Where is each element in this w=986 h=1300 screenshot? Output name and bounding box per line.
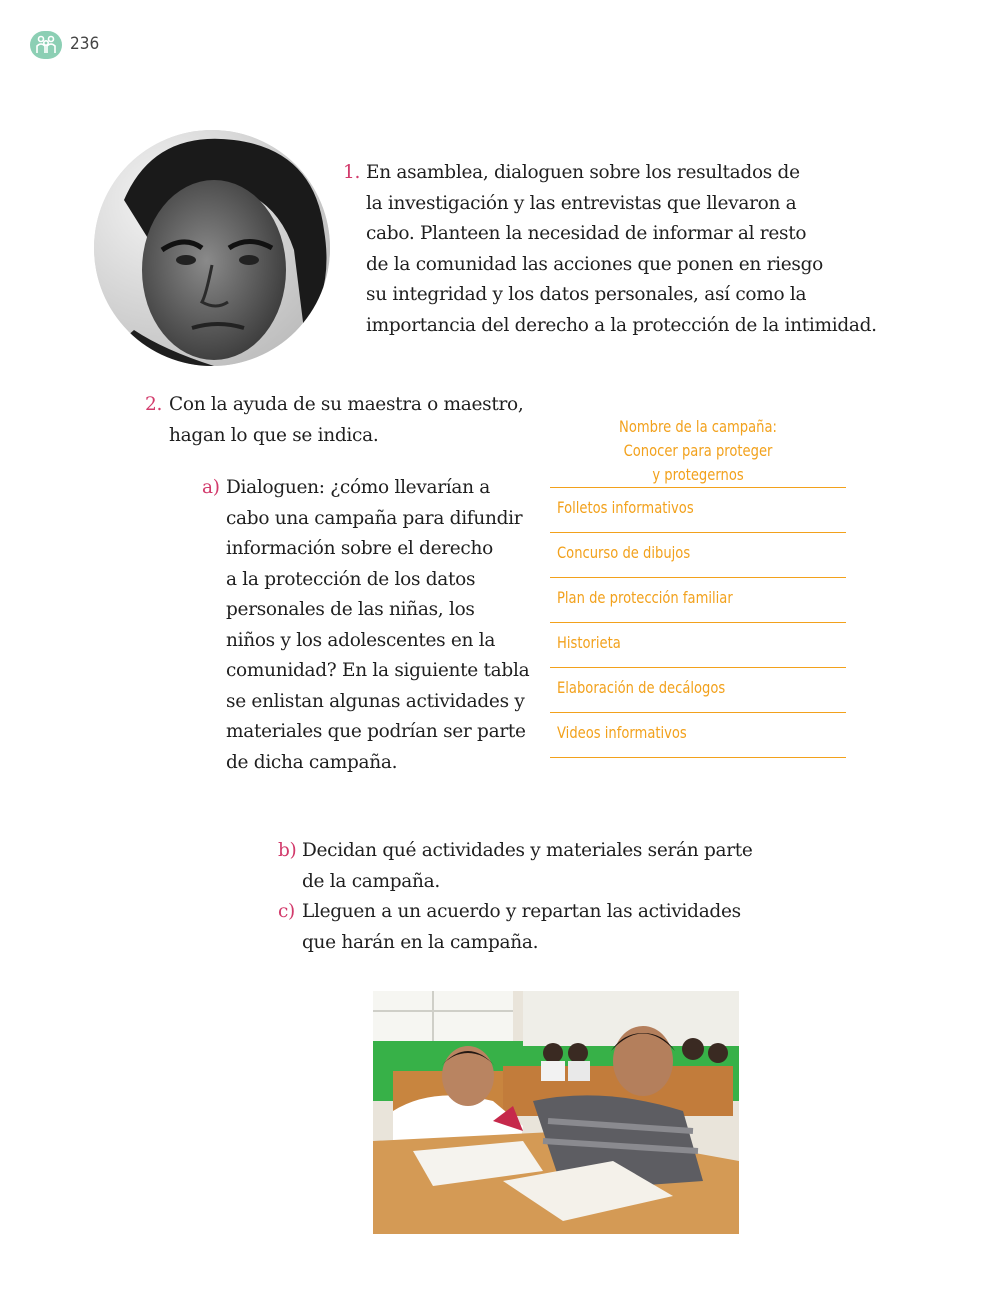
- campaign-title-line: Conocer para proteger: [623, 441, 773, 460]
- classroom-photo: [373, 991, 739, 1234]
- child-portrait-photo: [94, 130, 330, 366]
- item-number: 1.: [343, 162, 361, 183]
- campaign-activities-table: [550, 487, 846, 758]
- text-line: Lleguen a un acuerdo y repartan las actividades: [302, 901, 741, 922]
- text-line: su integridad y los datos personales, así como la: [366, 284, 807, 305]
- text-line: la investigación y las entrevistas que llevaron a: [366, 192, 797, 214]
- instruction-c: [278, 897, 758, 958]
- campaign-title: [577, 415, 820, 487]
- text-line: personales de las niñas, los: [226, 599, 475, 620]
- text-line: que harán en la campaña.: [302, 931, 539, 953]
- item-number: 2.: [145, 394, 163, 415]
- page-number: 236: [70, 34, 100, 54]
- instruction-a: [202, 473, 532, 778]
- activity-label: Concurso de dibujos: [557, 543, 691, 562]
- activity-label: Folletos informativos: [557, 498, 694, 517]
- item-letter: b): [278, 840, 297, 861]
- table-row: [550, 487, 846, 532]
- instruction-b: [278, 836, 758, 897]
- section-badge: [30, 31, 62, 59]
- text-line: a la protección de los datos: [226, 568, 476, 590]
- activity-label: Videos informativos: [557, 723, 687, 742]
- table-row: [550, 622, 846, 667]
- community-people-icon: [35, 35, 57, 55]
- activity-label: Plan de protección familiar: [557, 588, 733, 607]
- text-line: En asamblea, dialoguen sobre los resultados de: [366, 162, 800, 183]
- activity-label: Historieta: [557, 633, 621, 652]
- text-line: cabo. Planteen la necesidad de informar al resto: [366, 223, 807, 244]
- instructions-b-c: [278, 836, 758, 958]
- text-line: de dicha campaña.: [226, 751, 398, 773]
- text-line: hagan lo que se indica.: [169, 424, 379, 446]
- text-line: de la campaña.: [302, 870, 440, 892]
- campaign-title-line: y protegernos: [652, 465, 744, 484]
- text-line: Dialoguen: ¿cómo llevarían a: [226, 477, 491, 498]
- table-row: [550, 577, 846, 622]
- text-line: cabo una campaña para difundir: [226, 507, 523, 529]
- text-line: información sobre el derecho: [226, 538, 493, 559]
- text-line: se enlistan algunas actividades y: [226, 690, 525, 712]
- text-line: comunidad? En la siguiente tabla: [226, 660, 530, 681]
- table-row: [550, 667, 846, 712]
- item-letter: a): [202, 477, 220, 498]
- text-line: importancia del derecho a la protección de la intimidad.: [366, 314, 877, 336]
- activity-label: Elaboración de decálogos: [557, 678, 726, 697]
- instruction-1: [343, 158, 883, 341]
- text-line: Con la ayuda de su maestra o maestro,: [169, 394, 524, 415]
- text-line: niños y los adolescentes en la: [226, 629, 496, 651]
- table-row: [550, 532, 846, 577]
- instruction-2: [145, 390, 525, 451]
- table-row: [550, 712, 846, 758]
- campaign-title-line: Nombre de la campaña:: [619, 417, 777, 436]
- text-line: de la comunidad las acciones que ponen en riesgo: [366, 253, 823, 275]
- item-letter: c): [278, 901, 295, 922]
- text-line: Decidan qué actividades y materiales serán parte: [302, 840, 753, 861]
- text-line: materiales que podrían ser parte: [226, 721, 526, 742]
